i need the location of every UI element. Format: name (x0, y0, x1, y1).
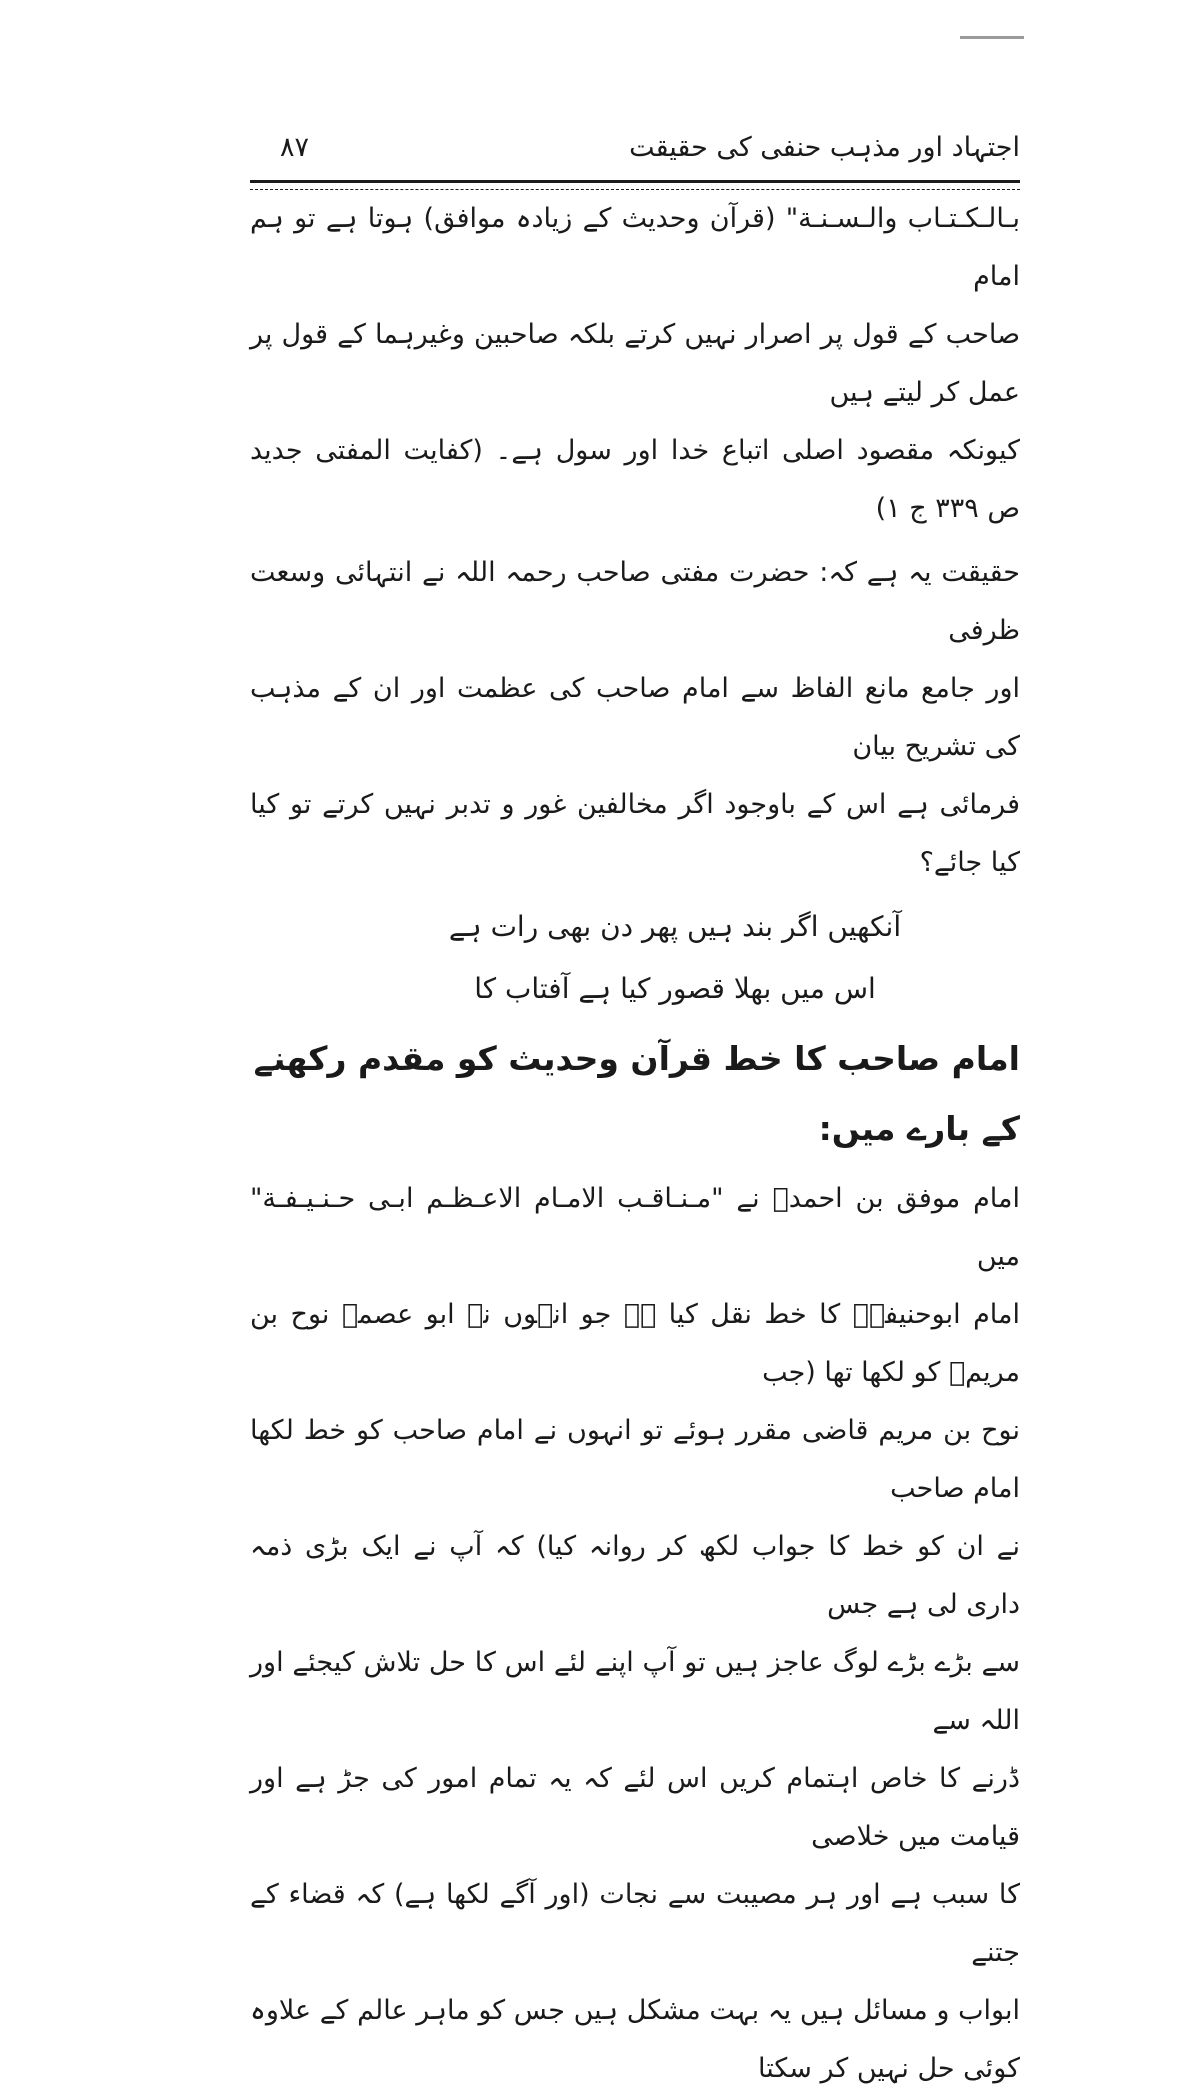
verse-line: آنکھیں اگر بند ہیں پھر دن بھی رات ہے (448, 910, 902, 943)
text-line: بـالـكـتـاب والـسـنـة" (قرآن وحدیث کے زیادہ موافق) ہوتا ہے تو ہم امام (250, 203, 1020, 292)
text-line: نوح بن مریم قاضی مقرر ہوئے تو انہوں نے امام صاحب کو خط لکھا امام صاحب (250, 1415, 1020, 1504)
header-rule (250, 180, 1020, 190)
text-line: امام موفق بن احمدؒ نے "مـنـاقـب الامـام الاعـظـم ابـی حـنـيـفـة" میں (250, 1183, 1020, 1272)
scan-artifact-line (960, 36, 1024, 39)
text-line: فرمائی ہے اس کے باوجود اگر مخالفین غور و تدبر نہیں کرتے تو کیا کیا جائے؟ (250, 789, 1020, 878)
text-line: امام ابوحنیفہؒ کا خط نقل کیا ہے جو انہوں نے ابو عصمہ نوح بن مریمؒ کو لکھا تھا (جب (250, 1299, 1020, 1388)
page-header (250, 130, 1020, 184)
verse-line: اس میں بھلا قصور کیا ہے آفتاب کا (474, 972, 876, 1005)
poetry-couplet (250, 896, 1020, 1020)
paragraph-reality (250, 544, 1020, 892)
text-line: سے بڑے بڑے لوگ عاجز ہیں تو آپ اپنے لئے اس کا حل تلاش کیجئے اور اللہ سے (250, 1647, 1020, 1736)
text-line: حقیقت یہ ہے کہ: حضرت مفتی صاحب رحمہ اللہ نے انتہائی وسعت ظرفی (250, 557, 1020, 646)
text-line-citation: کیونکہ مقصود اصلی اتباع خدا اور سول ہے۔ (کفایت المفتی جدید ص ۳۳۹ ج ۱) (250, 435, 1020, 524)
section-heading: امام صاحب کا خط قرآن وحدیث کو مقدم رکھنے کے بارے میں: (253, 1039, 1020, 1148)
text-line: کا سبب ہے اور ہر مصیبت سے نجات (اور آگے لکھا ہے) کہ قضاء کے جتنے (250, 1879, 1020, 1968)
running-title: اجتہاد اور مذہب حنفی کی حقیقت (629, 132, 1020, 163)
book-page (250, 130, 1020, 2098)
page-number: ۸۷ (280, 132, 310, 163)
text-line: صاحب کے قول پر اصرار نہیں کرتے بلکہ صاحبین وغیرہما کے قول پر عمل کر لیتے ہیں (250, 319, 1020, 408)
paragraph-fiqh-quote (250, 190, 1020, 538)
text-line: ابواب و مسائل ہیں یہ بہت مشکل ہیں جس کو ماہر عالم کے علاوہ کوئی حل نہیں کر سکتا (250, 1995, 1020, 2084)
text-line: اور جامع مانع الفاظ سے امام صاحب کی عظمت اور ان کے مذہب کی تشریح بیان (250, 673, 1020, 762)
text-line: نے ان کو خط کا جواب لکھ کر روانہ کیا) کہ آپ نے ایک بڑی ذمہ داری لی ہے جس (250, 1531, 1020, 1620)
text-line: ڈرنے کا خاص اہتمام کریں اس لئے کہ یہ تمام امور کی جڑ ہے اور قیامت میں خلاصی (250, 1763, 1020, 1852)
paragraph-imam-letter (250, 1170, 1020, 2098)
